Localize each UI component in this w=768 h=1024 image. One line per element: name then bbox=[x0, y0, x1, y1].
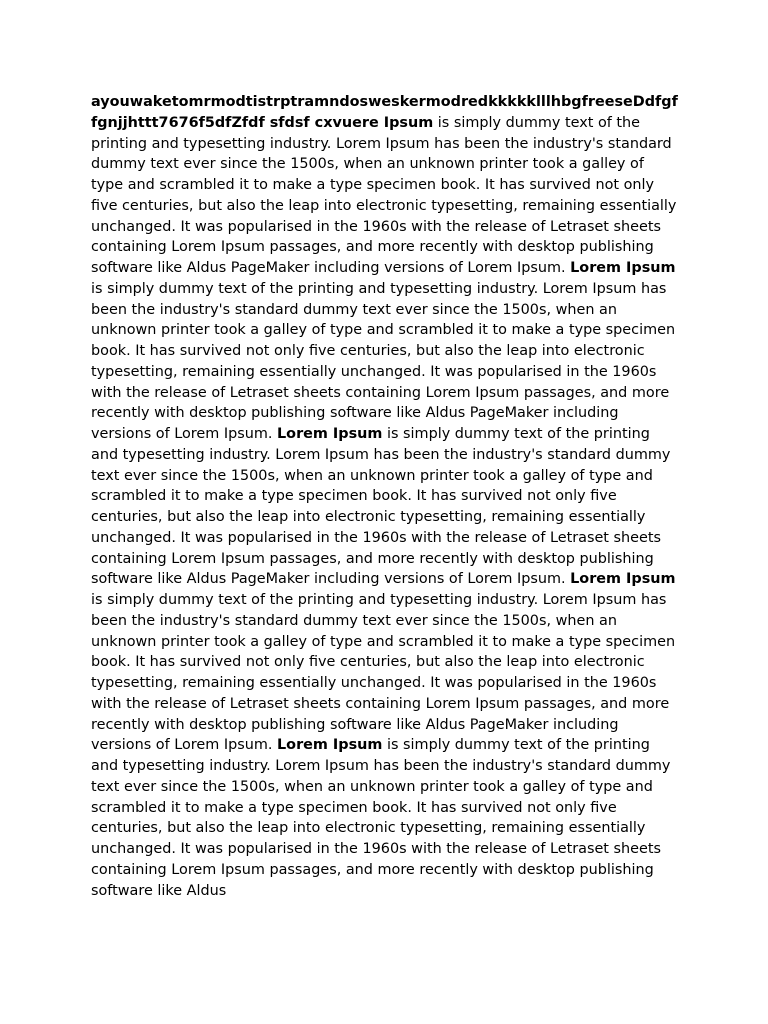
segment-bold-text: Lorem Ipsum bbox=[277, 426, 383, 442]
segment-bold-text: Lorem Ipsum bbox=[277, 737, 383, 754]
segment-text: is simply dummy text of the printing and typesetting industry. Lorem Ipsum has been the industry's standard dummy text ever since the 1500s, when an unknown printer took a galley of type and scrambled it to make a type specimen book. It has survived not only five centuries, but also the leap into electronic typesetting, remaining essentially unchanged. It was popularised in the 1960s with the release of Letraset sheets containing Lorem Ipsum passages, and more recently with desktop publishing software like Aldus bbox=[91, 737, 671, 899]
body-paragraph bbox=[91, 92, 679, 901]
intro-bold-text: ayouwaketomrmodtistrptramndosweskermodredkkkkklllhbgfreeseDdfgffgnjjhttt7676f5dfZfdf sfdsf cxvuere Ipsum bbox=[91, 94, 678, 131]
segment-bold-text: Lorem Ipsum bbox=[570, 260, 676, 276]
segment-text: is simply dummy text of the printing and typesetting industry. Lorem Ipsum has been the industry's standard dummy text ever since the 1500s, when an unknown printer took a galley of type and scrambled it to make a type specimen book. It has survived not only five centuries, but also the leap into electronic typesetting, remaining essentially unchanged. It was popularised in the 1960s with the release of Letraset sheets containing Lorem Ipsum passages, and more recently with desktop publishing software like Aldus PageMaker including versions of Lorem Ipsum. bbox=[91, 592, 676, 754]
segment-text: is simply dummy text of the printing and typesetting industry. Lorem Ipsum has been the industry's standard dummy text ever since the 1500s, when an unknown printer took a galley of type and scrambled it to make a type specimen book. It has survived not only five centuries, but also the leap into electronic typesetting, remaining essentially unchanged. It was popularised in the 1960s with the release of Letraset sheets containing Lorem Ipsum passages, and more recently with desktop publishing software like Aldus PageMaker including versions of Lorem Ipsum. bbox=[91, 426, 671, 588]
intro-text: is simply dummy text of the printing and typesetting industry. Lorem Ipsum has been the industry's standard dummy text ever since the 1500s, when an unknown printer took a galley of type and scrambled it to make a type specimen book. It has survived not only five centuries, but also the leap into electronic typesetting, remaining essentially unchanged. It was popularised in the 1960s with the release of Letraset sheets containing Lorem Ipsum passages, and more recently with desktop publishing software like Aldus PageMaker including versions of Lorem Ipsum. bbox=[91, 114, 677, 276]
segment-bold-text: Lorem Ipsum bbox=[570, 571, 676, 588]
segment-text: is simply dummy text of the printing and typesetting industry. Lorem Ipsum has been the industry's standard dummy text ever since the 1500s, when an unknown printer took a galley of type and scrambled it to make a type specimen book. It has survived not only five centuries, but also the leap into electronic typesetting, remaining essentially unchanged. It was popularised in the 1960s with the release of Letraset sheets containing Lorem Ipsum passages, and more recently with desktop publishing software like Aldus PageMaker including versions of Lorem Ipsum. bbox=[91, 280, 676, 442]
